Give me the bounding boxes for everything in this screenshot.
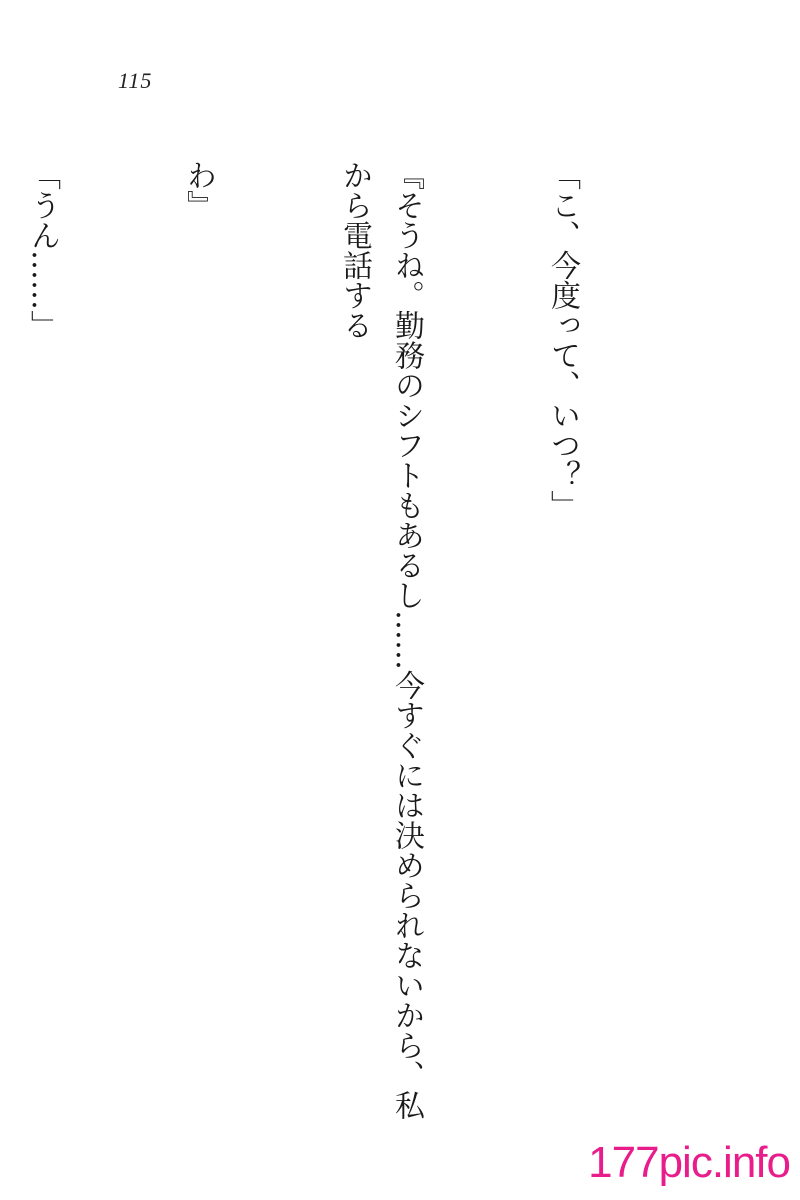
- text-line: 『そうね。勤務のシフトもあるし……今すぐには決められないから、私から電話する: [337, 160, 424, 1120]
- page-number: 115: [118, 68, 153, 93]
- text-line: 「こ、今度って、いつ？」: [545, 160, 580, 520]
- text-line: わ』: [181, 160, 216, 220]
- watermark-link[interactable]: 177pic.info: [588, 1138, 790, 1187]
- text-line: 「うん……」: [25, 160, 60, 340]
- vertical-body-text: [0, 160, 692, 1130]
